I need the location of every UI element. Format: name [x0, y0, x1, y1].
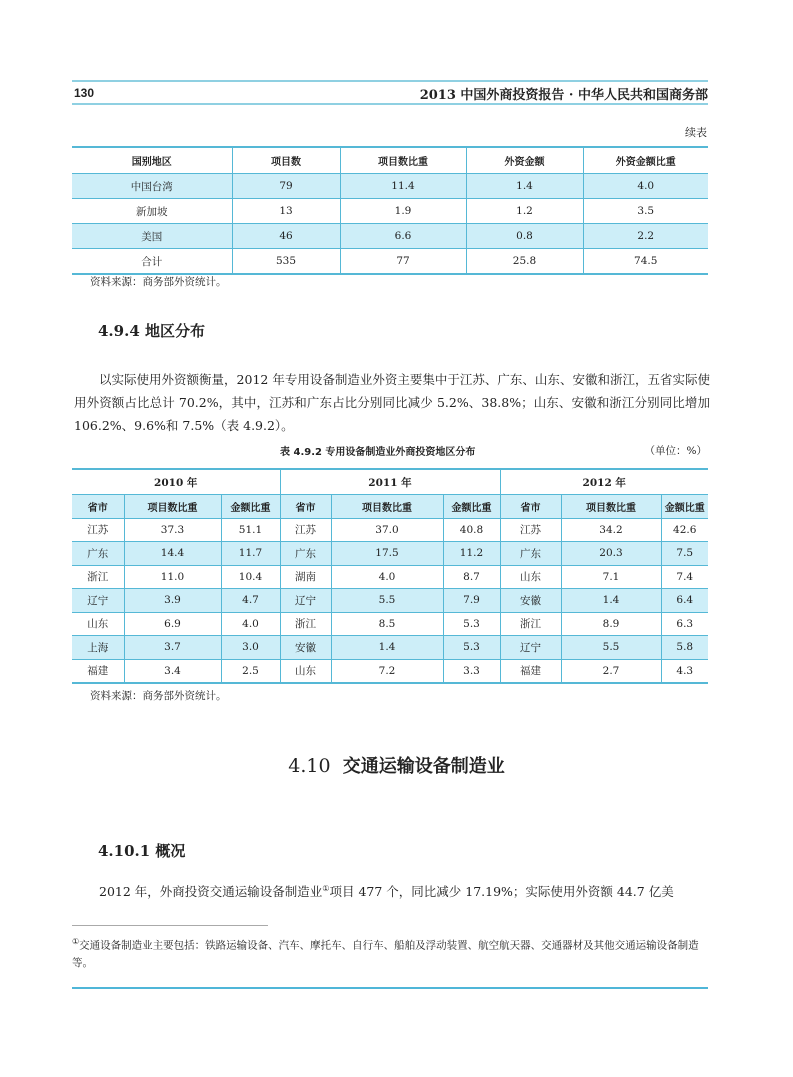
table-cell: 合计 — [141, 255, 163, 268]
table-cell: 51.1 — [221, 518, 280, 542]
table-cell: 3.5 — [583, 199, 708, 224]
table-cell: 46 — [232, 224, 340, 249]
table-cell: 江苏 — [72, 518, 124, 542]
table-cell: 山东 — [280, 659, 331, 683]
table-cell: 7.4 — [661, 565, 708, 589]
table-cell: 1.9 — [340, 199, 466, 224]
table-cell: 1.4 — [561, 589, 661, 613]
table-cell: 4.0 — [331, 565, 443, 589]
table-row — [72, 659, 708, 683]
table-cell: 5.3 — [443, 636, 500, 660]
table-cell: 福建 — [72, 659, 124, 683]
section-4-10-1-paragraph — [74, 877, 710, 903]
table-cell: 美国 — [141, 230, 163, 243]
table-row — [72, 224, 708, 249]
table-cell: 浙江 — [500, 612, 561, 636]
footnote-text: 交通设备制造业主要包括：铁路运输设备、汽车、摩托车、自行车、船舶及浮动装置、航空航天器、交通器材及其他交通运输设备制造等。 — [72, 939, 699, 969]
table2-caption: 表 4.9.2 专用设备制造业外商投资地区分布 — [280, 447, 476, 458]
table-cell: 安徽 — [500, 589, 561, 613]
table-cell: 浙江 — [280, 612, 331, 636]
table-cell: 3.3 — [443, 659, 500, 683]
table-cell: 11.7 — [221, 542, 280, 566]
column-header: 项目数比重 — [124, 495, 221, 519]
table-cell: 4.7 — [221, 589, 280, 613]
table-row-total — [72, 249, 708, 275]
section-heading-4-9-4: 4.9.4 地区分布 — [98, 322, 205, 340]
table-cell: 2.7 — [561, 659, 661, 683]
table-cell: 11.4 — [340, 174, 466, 199]
header-bottom-rule — [72, 103, 708, 105]
running-title: 2013 中国外商投资报告 · 中华人民共和国商务部 — [419, 88, 708, 103]
table2-source-note: 资料来源：商务部外资统计。 — [90, 690, 227, 702]
column-header: 国别地区 — [72, 147, 232, 174]
table-cell: 6.9 — [124, 612, 221, 636]
table-cell: 77 — [340, 249, 466, 275]
column-header: 外资金额 — [466, 147, 583, 174]
table-cell: 1.4 — [331, 636, 443, 660]
table-cell: 3.4 — [124, 659, 221, 683]
column-header: 外资金额比重 — [583, 147, 708, 174]
table-cell: 79 — [232, 174, 340, 199]
section-heading-4-10-1: 4.10.1 概况 — [98, 842, 186, 860]
table-cell: 湖南 — [280, 565, 331, 589]
table-cell: 11.0 — [124, 565, 221, 589]
table-cell: 37.0 — [331, 518, 443, 542]
table-cell: 5.5 — [331, 589, 443, 613]
table-cell: 5.5 — [561, 636, 661, 660]
table-cell: 5.3 — [443, 612, 500, 636]
table-cell: 7.2 — [331, 659, 443, 683]
table-cell: 广东 — [72, 542, 124, 566]
table-header-row — [72, 147, 708, 174]
table-cell: 辽宁 — [500, 636, 561, 660]
page-number: 130 — [74, 86, 95, 100]
column-header: 项目数 — [232, 147, 340, 174]
section-number: 4.10 — [288, 755, 331, 777]
table-cell: 1.2 — [466, 199, 583, 224]
table-cell: 535 — [232, 249, 340, 275]
table-cell: 辽宁 — [72, 589, 124, 613]
table-cell: 3.7 — [124, 636, 221, 660]
table-row — [72, 199, 708, 224]
column-header: 省市 — [500, 495, 561, 519]
year-header-row — [72, 469, 708, 495]
table-row — [72, 636, 708, 660]
table-cell: 7.1 — [561, 565, 661, 589]
year-header: 2012 年 — [500, 469, 708, 495]
column-header-row — [72, 495, 708, 519]
table-cell: 4.0 — [583, 174, 708, 199]
table-cell: 4.3 — [661, 659, 708, 683]
table-row — [72, 518, 708, 542]
table-cell: 17.5 — [331, 542, 443, 566]
table-cell: 8.7 — [443, 565, 500, 589]
table-cell: 11.2 — [443, 542, 500, 566]
column-header: 项目数比重 — [331, 495, 443, 519]
table-cell: 中国台湾 — [130, 180, 173, 193]
table-cell: 上海 — [72, 636, 124, 660]
table-cell: 6.6 — [340, 224, 466, 249]
table-cell: 3.0 — [221, 636, 280, 660]
table-cell: 山东 — [500, 565, 561, 589]
table-cell: 7.9 — [443, 589, 500, 613]
paragraph-text: 项目 477 个，同比减少 17.19%；实际使用外资额 44.7 亿美 — [329, 884, 674, 900]
table-cell: 广东 — [500, 542, 561, 566]
table-cell: 0.8 — [466, 224, 583, 249]
year-header: 2010 年 — [72, 469, 280, 495]
table-cell: 14.4 — [124, 542, 221, 566]
footnote-reference[interactable]: ① — [322, 884, 330, 893]
table-cell: 广东 — [280, 542, 331, 566]
table-cell: 新加坡 — [136, 205, 168, 218]
table-cell: 3.9 — [124, 589, 221, 613]
year-header: 2011 年 — [280, 469, 500, 495]
paragraph-text: 2012 年，外商投资交通运输设备制造业 — [99, 884, 323, 900]
table-cell: 福建 — [500, 659, 561, 683]
footer-rule — [72, 987, 708, 989]
section-title-4-10 — [0, 752, 793, 778]
table-cell: 1.4 — [466, 174, 583, 199]
footnote — [72, 933, 708, 972]
section-4-9-4-paragraph: 以实际使用外资额衡量，2012 年专用设备制造业外资主要集中于江苏、广东、山东、安徽和浙江，五省实际使用外资额占比总计 70.2%，其中，江苏和广东占比分别同比减少 5.2%、38.8%；山东、安徽和浙江分别同比增加 106.2%、9.6%和 7.5%（表 4.9.2）。 — [74, 372, 710, 433]
table-cell: 37.3 — [124, 518, 221, 542]
footnote-separator — [72, 925, 268, 926]
table-cell: 4.0 — [221, 612, 280, 636]
investment-by-country-table — [72, 146, 708, 275]
table-row — [72, 589, 708, 613]
table-cell: 2.2 — [583, 224, 708, 249]
table-row — [72, 542, 708, 566]
table-cell: 江苏 — [280, 518, 331, 542]
table-cell: 34.2 — [561, 518, 661, 542]
table-cell: 8.5 — [331, 612, 443, 636]
table-cell: 42.6 — [661, 518, 708, 542]
table-cell: 辽宁 — [280, 589, 331, 613]
column-header: 项目数比重 — [561, 495, 661, 519]
header-top-rule — [72, 80, 708, 82]
column-header: 项目数比重 — [340, 147, 466, 174]
table-cell: 江苏 — [500, 518, 561, 542]
table-cell: 山东 — [72, 612, 124, 636]
column-header: 金额比重 — [221, 495, 280, 519]
column-header: 金额比重 — [443, 495, 500, 519]
table-cell: 浙江 — [72, 565, 124, 589]
continued-table-label: 续表 — [685, 126, 707, 139]
table-row — [72, 612, 708, 636]
table-row — [72, 565, 708, 589]
table-cell: 25.8 — [466, 249, 583, 275]
table-cell: 6.4 — [661, 589, 708, 613]
table-cell: 2.5 — [221, 659, 280, 683]
column-header: 金额比重 — [661, 495, 708, 519]
table-cell: 20.3 — [561, 542, 661, 566]
table-cell: 40.8 — [443, 518, 500, 542]
table1-source-note: 资料来源：商务部外资统计。 — [90, 276, 227, 288]
column-header: 省市 — [280, 495, 331, 519]
column-header: 省市 — [72, 495, 124, 519]
table2-unit: （单位：%） — [644, 445, 707, 457]
table-cell: 6.3 — [661, 612, 708, 636]
regional-distribution-table — [72, 468, 708, 684]
table-cell: 5.8 — [661, 636, 708, 660]
footnote-marker: ① — [72, 937, 80, 946]
table-cell: 7.5 — [661, 542, 708, 566]
table-row — [72, 174, 708, 199]
section-title-text: 交通运输设备制造业 — [342, 756, 505, 777]
table-cell: 安徽 — [280, 636, 331, 660]
table-cell: 10.4 — [221, 565, 280, 589]
table-cell: 8.9 — [561, 612, 661, 636]
table-cell: 74.5 — [583, 249, 708, 275]
table-cell: 13 — [232, 199, 340, 224]
